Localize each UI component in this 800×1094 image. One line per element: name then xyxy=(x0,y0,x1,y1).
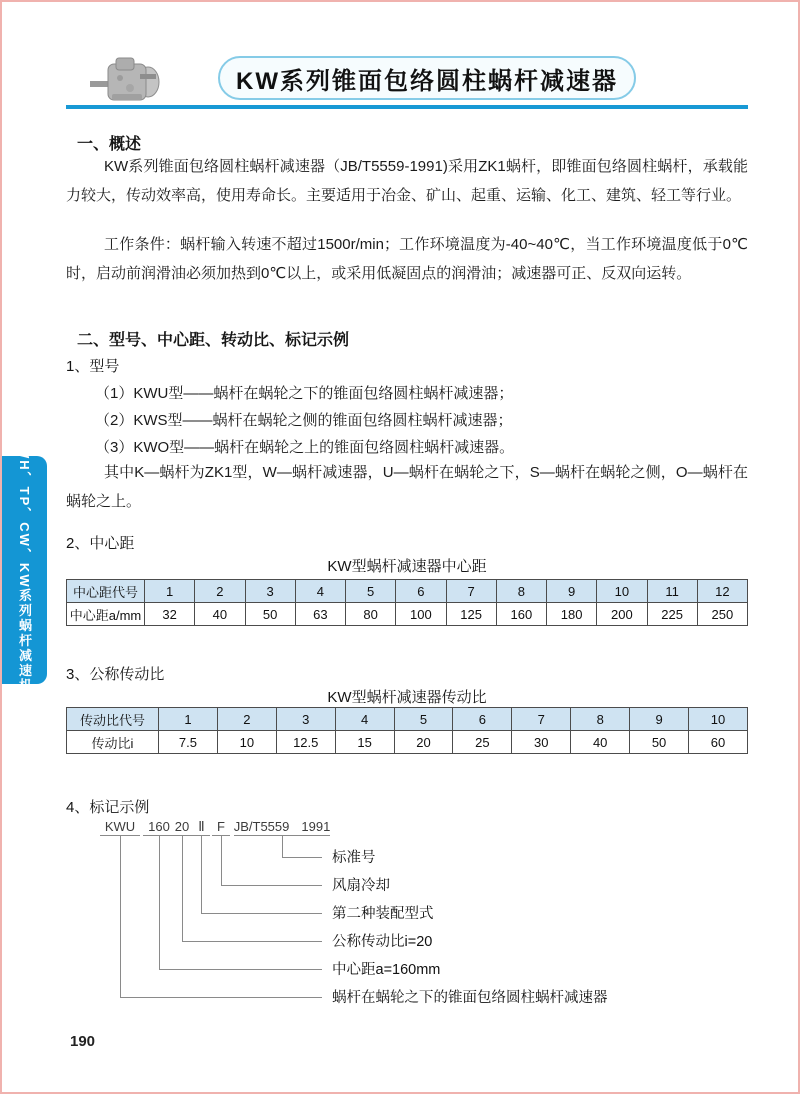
table-value-row xyxy=(67,603,748,626)
marking-label-standard: 标准号 xyxy=(332,850,376,866)
marking-label-model: 蜗杆在蜗轮之下的锥面包络圆柱蜗杆减速器 xyxy=(332,990,608,1006)
page-title: KW系列锥面包络圆柱蜗杆减速器 xyxy=(218,56,636,100)
models-note: 其中K—蜗杆为ZK1型，W—蜗杆减速器，U—蜗杆在蜗轮之下，S—蜗杆在蜗轮之侧，O—蜗杆在蜗轮之上。 xyxy=(66,464,748,510)
marking-label-center: 中心距a=160mm xyxy=(332,962,441,978)
table-cell: 10 xyxy=(689,708,748,731)
table-cell: 1 xyxy=(159,708,218,731)
table-cell: 2 xyxy=(217,708,276,731)
table-cell: 中心距代号 xyxy=(67,580,145,603)
table-cell: 200 xyxy=(597,603,647,626)
marking-label-assembly: 第二种装配型式 xyxy=(332,906,434,922)
product-photo xyxy=(88,54,166,108)
center-distance-table xyxy=(66,579,748,626)
marking-code-assembly: Ⅱ xyxy=(193,819,210,836)
ratio-table-title: KW型蜗杆减速器传动比 xyxy=(327,689,487,706)
table-cell: 180 xyxy=(547,603,597,626)
table-cell: 3 xyxy=(276,708,335,731)
header-divider xyxy=(66,105,748,109)
table-cell: 7 xyxy=(446,580,496,603)
table-header-row xyxy=(67,708,748,731)
table-cell: 100 xyxy=(396,603,446,626)
table-cell: 8 xyxy=(571,708,630,731)
table-cell: 5 xyxy=(346,580,396,603)
table-cell: 12 xyxy=(697,580,747,603)
marking-label-fan: 风扇冷却 xyxy=(332,878,390,894)
overview-paragraph-1: KW系列锥面包络圆柱蜗杆减速器（JB/T5559-1991)采用ZK1蜗杆，即锥面包络圆柱蜗杆，承载能力较大，传动效率高，使用寿命长。主要适用于冶金、矿山、起重、运输、化工、建筑、轻工等行业。 xyxy=(66,158,748,204)
leader-line-model xyxy=(120,836,322,998)
ratio-heading: 3、公称传动比 xyxy=(66,666,165,683)
table-cell: 40 xyxy=(195,603,245,626)
page-number: 190 xyxy=(70,1033,96,1050)
table-cell: 30 xyxy=(512,731,571,754)
table-cell: 20 xyxy=(394,731,453,754)
table-cell: 11 xyxy=(647,580,697,603)
table-cell: 7 xyxy=(512,708,571,731)
marking-standard-year: 1991 xyxy=(301,819,331,834)
table-cell: 6 xyxy=(453,708,512,731)
marking-code-ratio: 20 xyxy=(171,819,193,836)
table-cell: 传动比i xyxy=(67,731,159,754)
marking-heading: 4、标记示例 xyxy=(66,799,150,816)
models-heading: 二、型号、中心距、转动比、标记示例 xyxy=(77,332,350,349)
marking-code-fan: F xyxy=(212,819,230,836)
table-cell: 50 xyxy=(245,603,295,626)
model-item-kwu: （1）KWU型——蜗杆在蜗轮之下的锥面包络圆柱蜗杆减速器； xyxy=(95,385,514,402)
overview-paragraph-2: 工作条件：蜗杆输入转速不超过1500r/min；工作环境温度为-40~40℃，当工作环境温度低于0℃时，启动前润滑油必须加热到0℃以上，或采用低凝固点的润滑油；减速器可正、反双向运转。 xyxy=(66,236,748,282)
table-cell: 10 xyxy=(217,731,276,754)
table-cell: 4 xyxy=(295,580,345,603)
marking-code-model: KWU xyxy=(100,819,140,836)
table-cell: 40 xyxy=(571,731,630,754)
table-cell: 1 xyxy=(145,580,195,603)
center-distance-table-title: KW型蜗杆减速器中心距 xyxy=(327,558,487,575)
table-value-row xyxy=(67,731,748,754)
marking-standard-number: JB/T5559 xyxy=(233,819,290,834)
overview-heading: 一、概述 xyxy=(77,136,142,153)
table-cell: 4 xyxy=(335,708,394,731)
table-cell: 250 xyxy=(697,603,747,626)
table-header-row xyxy=(67,580,748,603)
table-cell: 80 xyxy=(346,603,396,626)
sidebar-tab-label: WH、TP、CW、KW系列蜗杆减速机 xyxy=(17,446,32,694)
sidebar-series-tab xyxy=(2,446,47,694)
model-item-kwo: （3）KWO型——蜗杆在蜗轮之上的锥面包络圆柱蜗杆减速器。 xyxy=(95,439,515,456)
table-cell: 160 xyxy=(496,603,546,626)
marking-code-center-distance: 160 xyxy=(143,819,175,836)
table-cell: 2 xyxy=(195,580,245,603)
table-cell: 15 xyxy=(335,731,394,754)
table-cell: 25 xyxy=(453,731,512,754)
table-cell: 7.5 xyxy=(159,731,218,754)
table-cell: 传动比代号 xyxy=(67,708,159,731)
table-cell: 60 xyxy=(689,731,748,754)
table-cell: 32 xyxy=(145,603,195,626)
marking-label-ratio: 公称传动比i=20 xyxy=(332,934,433,950)
table-cell: 125 xyxy=(446,603,496,626)
table-cell: 63 xyxy=(295,603,345,626)
table-cell: 5 xyxy=(394,708,453,731)
models-subheading: 1、型号 xyxy=(66,358,120,375)
table-cell: 中心距a/mm xyxy=(67,603,145,626)
table-cell: 3 xyxy=(245,580,295,603)
table-cell: 12.5 xyxy=(276,731,335,754)
table-cell: 9 xyxy=(547,580,597,603)
table-cell: 8 xyxy=(496,580,546,603)
table-cell: 225 xyxy=(647,603,697,626)
center-distance-heading: 2、中心距 xyxy=(66,535,135,552)
marking-code-standard xyxy=(234,819,330,836)
table-cell: 9 xyxy=(630,708,689,731)
table-cell: 10 xyxy=(597,580,647,603)
table-cell: 50 xyxy=(630,731,689,754)
table-cell: 6 xyxy=(396,580,446,603)
ratio-table xyxy=(66,707,748,754)
model-item-kws: （2）KWS型——蜗杆在蜗轮之侧的锥面包络圆柱蜗杆减速器； xyxy=(95,412,513,429)
